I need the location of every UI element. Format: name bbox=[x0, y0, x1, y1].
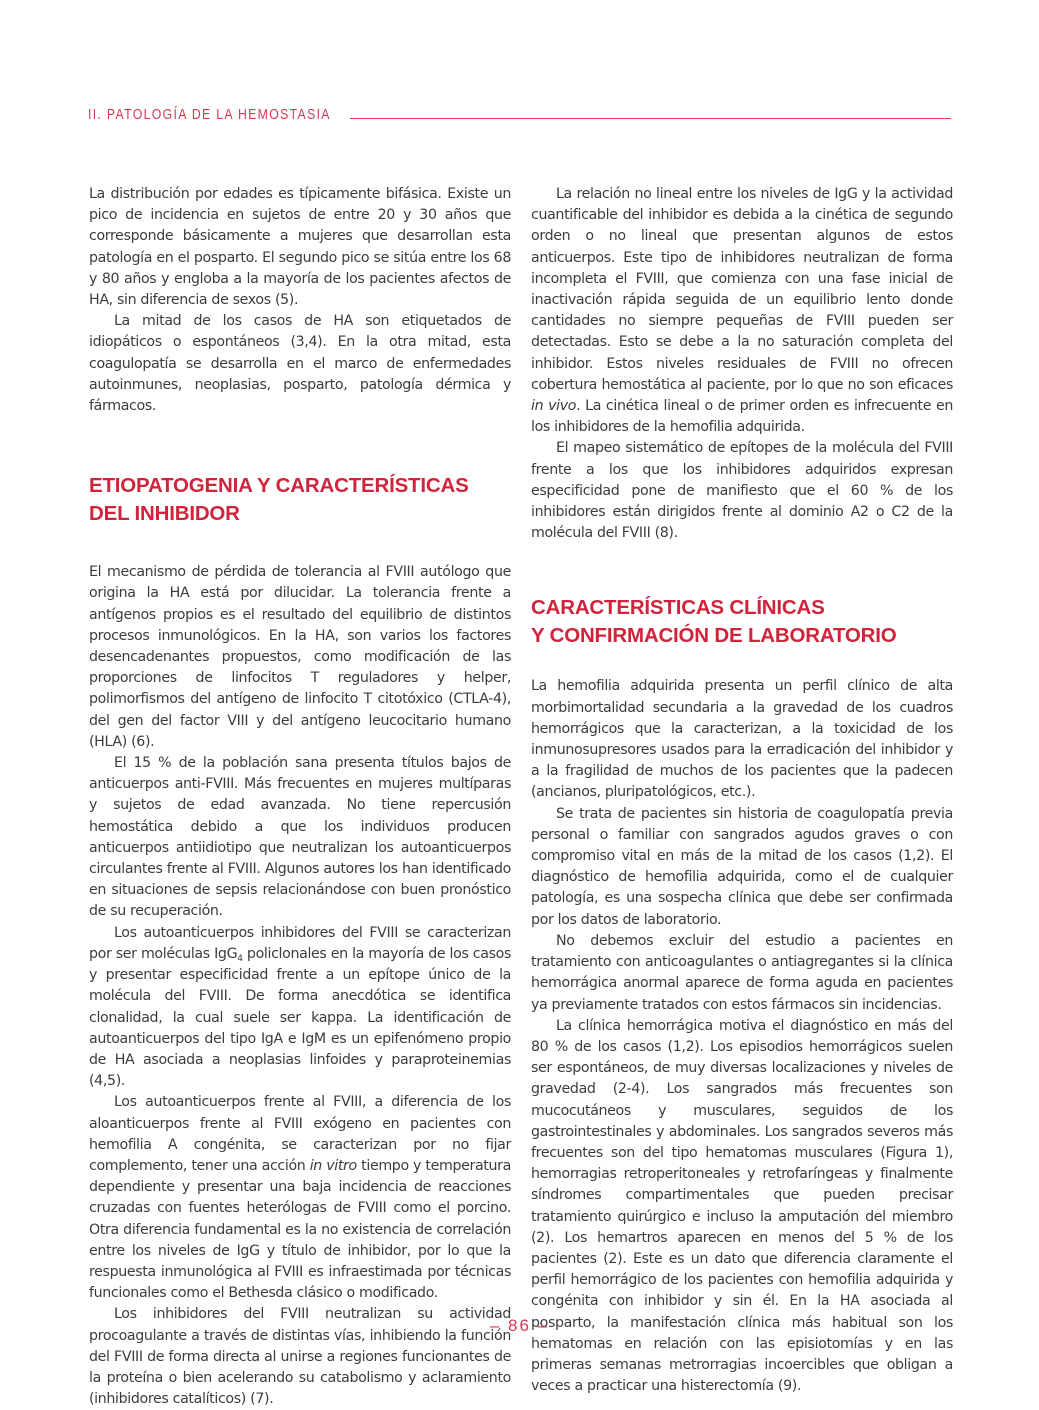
body-paragraph: No debemos excluir del estudio a pacientes en tratamiento con anticoagulantes o antiagregantes si la clínica hemorrágica anormal aparece de forma aguda en pacientes ya previamente tratados con estos fármacos sin incidencias. bbox=[531, 932, 953, 1013]
page-number: – 86 – bbox=[489, 1316, 550, 1335]
left-column bbox=[89, 184, 511, 1410]
header-rule bbox=[350, 118, 951, 119]
body-paragraph: Los inhibidores del FVIII neutralizan su actividad procoagulante a través de distintas vías, inhibiendo la función del FVIII de forma directa al unirse a regiones funcionantes de la proteína o bien acelerando su catabolismo y aclaramiento (inhibidores catalíticos) (7). bbox=[89, 1306, 511, 1408]
body-paragraph: La hemofilia adquirida presenta un perfil clínico de alta morbimortalidad secundaria a la gravedad de los cuadros hemorrágicos que la caracterizan, a la toxicidad de los inmunosupresores usados para la erradicación del inhibidor y a la fragilidad de muchos de los pacientes que la padecen (ancianos, pluripatológicos, etc.). bbox=[531, 678, 953, 801]
body-paragraph: El mecanismo de pérdida de tolerancia al FVIII autólogo que origina la HA está por dilucidar. La tolerancia frente a antígenos propios es el resultado del equilibrio de distintos procesos inmunológicos. En la HA, son varios los factores desencadenantes propuestos, como modificación de las proporciones de linfocitos T reguladores y helper, polimorfismos del antígeno de linfocito T citotóxico (CTLA-4), del gen del factor VIII y del antígeno leucocitario humano (HLA) (6). bbox=[89, 564, 511, 750]
body-paragraph: El mapeo sistemático de epítopes de la molécula del FVIII frente a los que los inhibidores adquiridos expresan especificidad pone de manifiesto que el 60 % de los inhibidores están dirigidos frente al dominio A2 o C2 de la molécula del FVIII (8). bbox=[531, 440, 953, 542]
body-paragraph: Se trata de pacientes sin historia de coagulopatía previa personal o familiar con sangrados agudos graves o con compromiso vital en más de la mitad de los casos (1,2). El diagnóstico de hemofilia adquirida, como el de cualquier patología, es una sospecha clínica que debe ser confirmada por los datos de laboratorio. bbox=[531, 805, 953, 928]
section-heading-etiopatogenia: ETIOPATOGENIA Y CARACTERÍSTICAS DEL INHIBIDOR bbox=[89, 474, 469, 526]
chapter-title: II. PATOLOGÍA DE LA HEMOSTASIA bbox=[88, 106, 331, 123]
right-column bbox=[531, 184, 953, 1397]
intro-paragraph-1: La distribución por edades es típicamente bifásica. Existe un pico de incidencia en sujetos de entre 20 y 30 años que corresponde básicamente a mujeres que desarrollan esta patología en el posparto. El segundo pico se sitúa entre los 68 y 80 años y engloba a la mayoría de los pacientes afectos de HA, sin diferencia de sexos (5). bbox=[89, 186, 511, 309]
body-paragraph: El 15 % de la población sana presenta títulos bajos de anticuerpos anti-FVIII. Más frecuentes en mujeres multíparas y sujetos de edad avanzada. No tiene repercusión hemostática debido a que los individuos producen anticuerpos antiidiotipo que neutralizan los autoanticuerpos circulantes frente al FVIII. Algunos autores los han identificado en situaciones de sepsis relacionándose con buen pronóstico de su recuperación. bbox=[89, 755, 511, 920]
body-paragraph: La clínica hemorrágica motiva el diagnóstico en más del 80 % de los casos (1,2). Los episodios hemorrágicos suelen ser espontáneos, de muy diversas localizaciones y niveles de gravedad (2-4). Los sangrados más frecuentes son mucocutáneos y musculares, seguidos de los gastrointestinales y abdominales. Los sangrados severos más frecuentes son del tipo hematomas musculares (Figura 1), hemorragias retroperitoneales y retrofaríngeas y finalmente síndromes compartimentales que pueden precisar tratamiento quirúrgico e incluso la amputación del miembro (2). Los hemartros aparecen en menos del 5 % de los pacientes (2). Este es un dato que diferencia claramente el perfil hemorrágico de los pacientes con hemofilia adquirida y congénita con inhibidor y sin él. En la HA asociada al posparto, la manifestación clínica más habitual son los hematomas en relación con las episiotomías y en las primeras semanas metrorragias incoercibles que obligan a veces a practicar una histerectomía (9). bbox=[531, 1017, 953, 1395]
body-paragraph: Los autoanticuerpos inhibidores del FVIII se caracterizan por ser moléculas IgG$_4$ policlonales en la mayoría de los casos y presentar especificidad frente a un epítope único de la molécula del FVIII. De forma anecdótica se identifica clonalidad, la cual suele ser kappa. La identificación de autoanticuerpos del tipo IgA e IgM es un epifenómeno propio de HA asociada a neoplasias linfoides y paraproteinemias (4,5). bbox=[89, 924, 511, 1090]
body-paragraph: Los autoanticuerpos frente al FVIII, a diferencia de los aloanticuerpos frente al FVIII exógeno en pacientes con hemofilia A congénita, se caracterizan por no fijar complemento, tener una acción in vitro tiempo y temperatura dependiente y presentar una baja incidencia de reacciones cruzadas con fuentes heterólogas de FVIII como el porcino. Otra diferencia fundamental es la no existencia de correlación entre los niveles de IgG y título de inhibidor, por lo que la respuesta inmunológica al FVIII es infraestimada por técnicas funcionales como el Bethesda clásico o modificado. bbox=[89, 1094, 511, 1302]
intro-paragraph-2: La mitad de los casos de HA son etiquetados de idiopáticos o espontáneos (3,4). En la otra mitad, esta coagulopatía se desarrolla en el marco de enfermedades autoinmunes, neoplasias, posparto, patología dérmica y fármacos. bbox=[89, 313, 511, 415]
running-header bbox=[88, 96, 951, 122]
body-paragraph: La relación no lineal entre los niveles de IgG y la actividad cuantificable del inhibidor es debida a la cinética de segundo orden o no lineal que presentan algunos de estos anticuerpos. Este tipo de inhibidores neutralizan de forma incompleta el FVIII, que comienza con una fase inicial de inactivación rápida seguida de un equilibrio lento donde cantidades no siempre pequeñas de FVIII pueden ser detectadas. Esto se debe a la no saturación completa del inhibidor. Estos niveles residuales de FVIII no ofrecen cobertura hemostática al paciente, por lo que no son eficaces in vivo. La cinética lineal o de primer orden es infrecuente en los inhibidores de la hemofilia adquirida. bbox=[531, 186, 953, 436]
section-heading-caracteristicas-clinicas: CARACTERÍSTICAS CLÍNICAS Y CONFIRMACIÓN DE LABORATORIO bbox=[531, 596, 897, 648]
